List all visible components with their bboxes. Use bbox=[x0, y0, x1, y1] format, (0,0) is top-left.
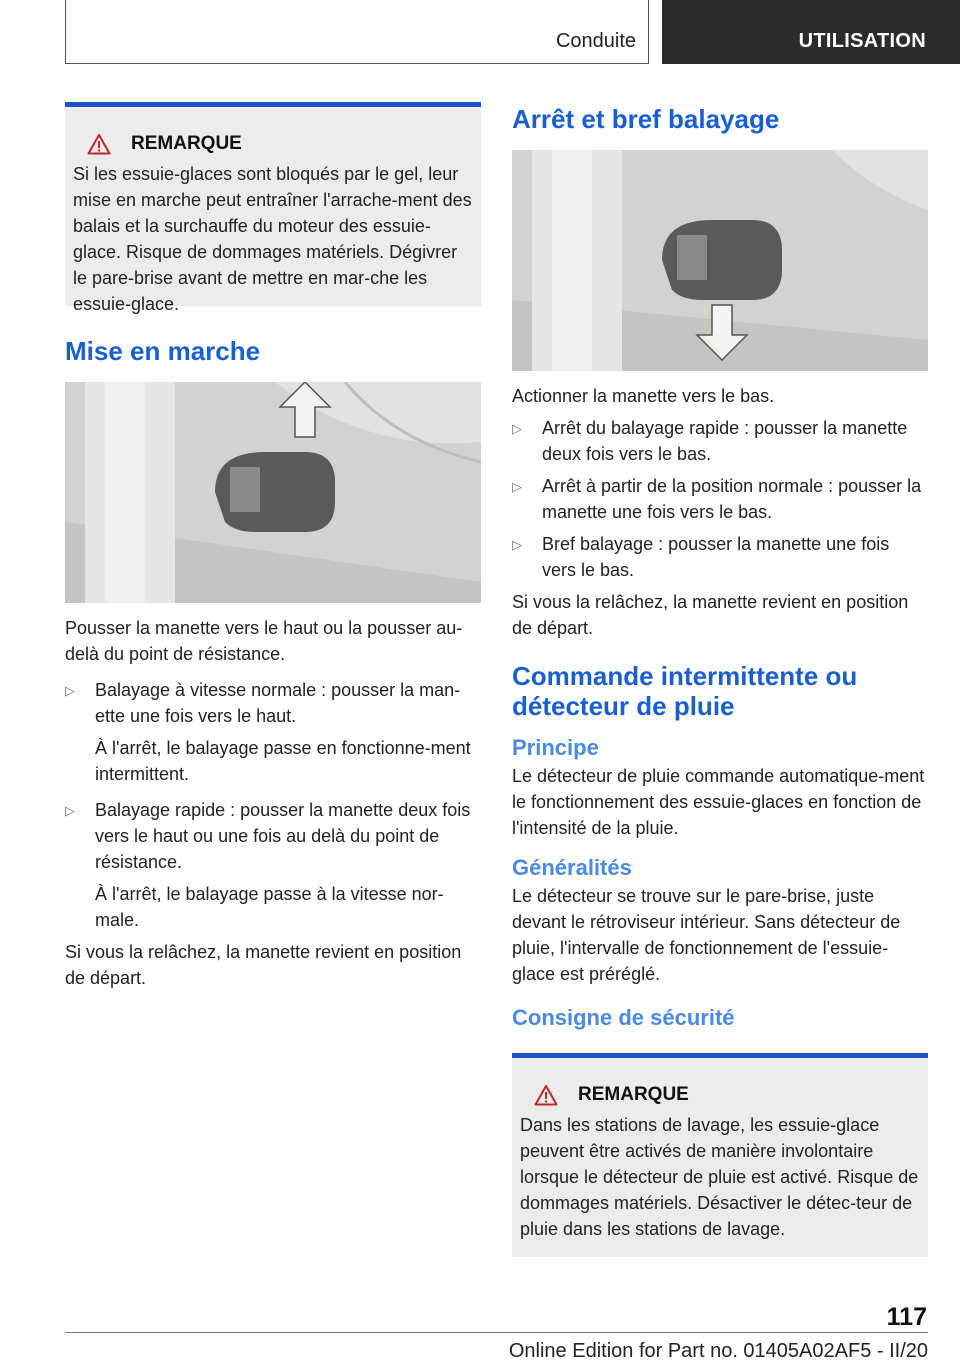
list-item-text: Balayage à vitesse normale : pousser la man-ette une fois vers le haut. bbox=[95, 680, 461, 726]
list-item-subtext: À l'arrêt, le balayage passe en fonctionne-ment intermittent. bbox=[95, 738, 471, 784]
note-title: REMARQUE bbox=[578, 1084, 689, 1105]
section-heading: Commande intermittente ou détecteur de pluie bbox=[512, 661, 858, 721]
subsection-heading: Généralités bbox=[512, 855, 632, 880]
triangle-bullet-icon: ▷ bbox=[65, 803, 75, 818]
list-item-text: Arrêt du balayage rapide : pousser la manette deux fois vers le bas. bbox=[542, 418, 908, 464]
right-column bbox=[512, 102, 928, 1257]
subsection-heading: Principe bbox=[512, 735, 599, 760]
triangle-bullet-icon: ▷ bbox=[65, 683, 75, 698]
list-item-subtext: À l'arrêt, le balayage passe à la vitesse nor-male. bbox=[95, 884, 444, 930]
left-column bbox=[65, 102, 481, 991]
note-text: Dans les stations de lavage, les essuie-glace peuvent être activés de manière involontaire lorsque le détecteur de pluie est activé. Risque de dommages matériels. Désactiver le détec-teur de pluie dans les stations de lavage. bbox=[520, 1115, 919, 1239]
generalites-text: Le détecteur se trouve sur le pare-brise, juste devant le rétroviseur intérieur. Sans détecteur de pluie, l'intervalle de fonctionnement de l'essuie-glace est préréglé. bbox=[512, 886, 901, 984]
warning-triangle-icon bbox=[534, 1084, 558, 1106]
warning-note bbox=[512, 1053, 928, 1257]
warning-triangle-icon bbox=[87, 133, 111, 155]
footer-divider bbox=[65, 1332, 928, 1333]
page-number: 117 bbox=[886, 1303, 927, 1331]
footer-edition: Online Edition for Part no. 01405A02AF5 - II/20 bbox=[508, 1340, 928, 1362]
list-item bbox=[65, 797, 481, 875]
wiper-stalk-up-illustration bbox=[65, 382, 481, 603]
warning-note bbox=[65, 102, 481, 314]
intro-text: Pousser la manette vers le haut ou la pousser au-delà du point de résistance. bbox=[65, 618, 463, 664]
outro-text: Si vous la relâchez, la manette revient en position de départ. bbox=[65, 942, 462, 988]
list-item bbox=[512, 473, 928, 525]
principe-text: Le détecteur de pluie commande automatique-ment le fonctionnement des essuie-glaces en fonction de l'intensité de la pluie. bbox=[512, 766, 925, 838]
list-item bbox=[65, 677, 481, 729]
header-section-title: Conduite bbox=[555, 30, 636, 52]
triangle-bullet-icon: ▷ bbox=[512, 537, 522, 552]
list-item-text: Arrêt à partir de la position normale : pousser la manette une fois vers le bas. bbox=[542, 476, 922, 522]
triangle-bullet-icon: ▷ bbox=[512, 421, 522, 436]
wiper-stalk-down-illustration bbox=[512, 150, 928, 371]
subsection-heading: Consigne de sécurité bbox=[512, 1005, 735, 1030]
list-item bbox=[512, 415, 928, 467]
intro-text: Actionner la manette vers le bas. bbox=[512, 386, 775, 406]
note-title: REMARQUE bbox=[131, 133, 242, 154]
triangle-bullet-icon: ▷ bbox=[512, 479, 522, 494]
list-item bbox=[512, 531, 928, 583]
note-text: Si les essuie-glaces sont bloqués par le gel, leur mise en marche peut entraîner l'arrache-ment des balais et la surchauffe du moteur des essuie-glace. Risque de dommages matériels. Dégivrer le pare-brise avant de mettre en mar-che les essuie-glace. bbox=[73, 164, 472, 314]
list-item-text: Balayage rapide : pousser la manette deux fois vers le haut ou une fois au delà du point de résistance. bbox=[95, 800, 471, 872]
outro-text: Si vous la relâchez, la manette revient en position de départ. bbox=[512, 592, 909, 638]
header-chapter-tab: UTILISATION bbox=[662, 0, 960, 64]
section-heading: Mise en marche bbox=[65, 336, 261, 366]
section-heading: Arrêt et bref balayage bbox=[512, 104, 780, 134]
list-item-text: Bref balayage : pousser la manette une fois vers le bas. bbox=[542, 534, 890, 580]
